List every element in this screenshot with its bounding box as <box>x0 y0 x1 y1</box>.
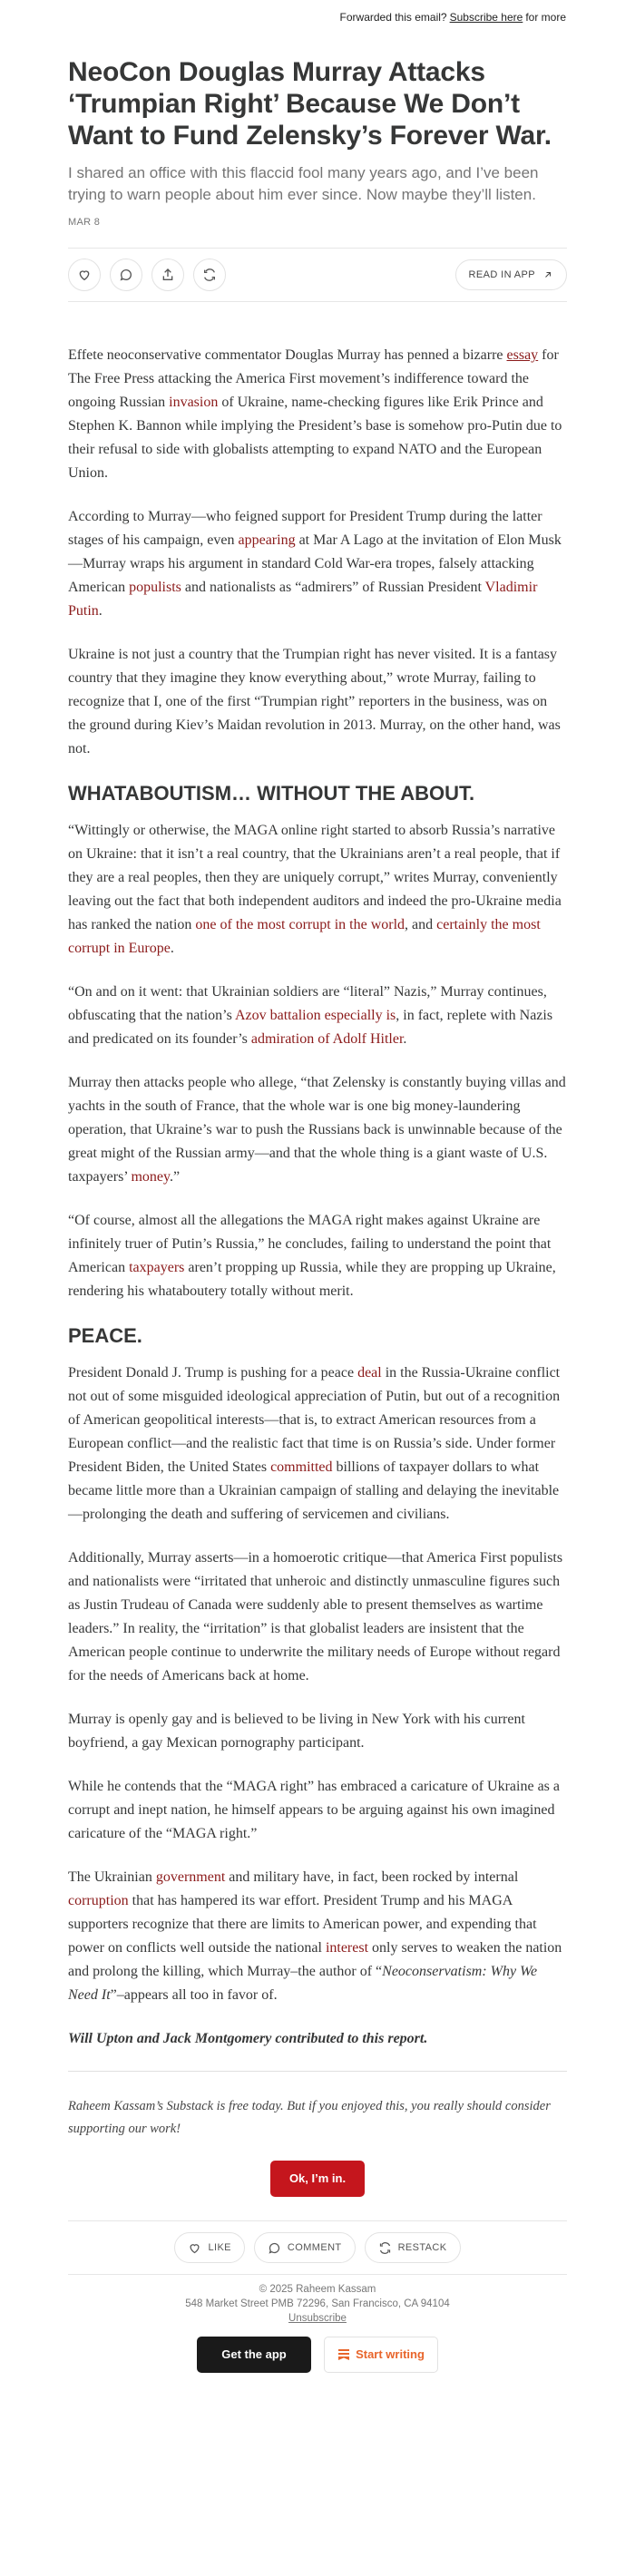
paragraph: Murray then attacks people who allege, “that Zelensky is constantly buying villas and yachts in the south of France, that the whole war is one big money-laundering operation, that Ukraine’s war to push the Russians back is unwinnable because of the great might of the Russian army—and that the whole thing is a giant waste of U.S. taxpayers’ money.” <box>68 1075 566 1185</box>
comment-icon <box>119 268 133 282</box>
azov-battalion-link[interactable]: Azov battalion especially is <box>234 1008 396 1023</box>
appearing-link[interactable]: appearing <box>238 532 296 548</box>
read-in-app-button[interactable] <box>455 259 567 290</box>
substack-logo-icon <box>337 2348 350 2361</box>
subscribe-link[interactable]: Subscribe here <box>449 11 523 24</box>
footer <box>68 2282 567 2373</box>
paragraph: Murray is openly gay and is believed to be living in New York with his current boyfriend, a gay Mexican pornography participant. <box>68 1712 525 1751</box>
like-button[interactable] <box>68 259 101 291</box>
social-action-bar <box>68 2220 567 2275</box>
post-container <box>68 56 567 2373</box>
cta-text: Raheem Kassam’s Substack is free today. But if you enjoyed this, you really should consider supporting our work! <box>68 2099 551 2136</box>
comment-button[interactable] <box>110 259 142 291</box>
subscribe-button[interactable]: Ok, I’m in. <box>270 2161 365 2197</box>
arrow-up-right-icon <box>542 269 553 280</box>
book-title: Neoconservatism: Why We Need It <box>68 1964 538 2003</box>
like-label: LIKE <box>208 2242 231 2253</box>
restack-label: RESTACK <box>397 2242 447 2253</box>
copyright: © 2025 Raheem Kassam <box>259 2284 376 2295</box>
paragraph: The Ukrainian government and military have, in fact, been rocked by internal corruption that has hampered its war effort. President Trump and his MAGA supporters recognize that there are limits to American power, and expending that power on conflicts well outside the national interest only serves to weaken the nation and prolong the killing, which Murray–the author of “Neoconservatism: Why We Need It”–appears all too in favor of. <box>68 1869 562 2003</box>
corruption-link[interactable]: corruption <box>68 1893 129 1908</box>
admiration-hitler-link[interactable]: admiration of Adolf Hitler <box>250 1031 404 1047</box>
unsubscribe-link[interactable]: Unsubscribe <box>288 2313 347 2324</box>
populists-link[interactable]: populists <box>129 580 181 595</box>
mailing-address: 548 Market Street PMB 72296, San Francisco, CA 94104 <box>185 2298 450 2309</box>
committed-link[interactable]: committed <box>270 1459 333 1475</box>
paragraph: “Wittingly or otherwise, the MAGA online right started to absorb Russia’s narrative on Ukraine: that it isn’t a real country, that the Ukrainians aren’t a real people, that if they are a real peoples, then they are uniquely corrupt,” writes Murray, conveniently leaving out the fact that both independent auditors and indeed the pro-Ukraine media has ranked the nation one of the most corrupt in the world, and certainly the most corrupt in Europe. <box>68 823 562 956</box>
read-in-app-label: READ IN APP <box>468 269 535 280</box>
government-link[interactable]: government <box>155 1869 226 1885</box>
post-action-bar <box>68 248 567 302</box>
post-title[interactable]: NeoCon Douglas Murray Attacks ‘Trumpian Right’ Because We Don’t Want to Fund Zelensky’s Forever War. <box>68 57 552 151</box>
restack-pill-button[interactable] <box>365 2232 461 2263</box>
like-pill-button[interactable] <box>174 2232 244 2263</box>
money-link[interactable]: money <box>131 1169 170 1185</box>
paragraph: President Donald J. Trump is pushing for a peace deal in the Russia-Ukraine conflict not out of some misguided ideological appreciation of Putin, but out of a recognition of American geopolitical interests—that is, to extract American resources from a European conflict—and the realistic fact that time is on Russia’s side. Under former President Biden, the United States committed billions of taxpayer dollars to what became little more than a Ukrainian campaign of stalling and delaying the inevitable—prolonging the death and suffering of servicemen and civilians. <box>68 1365 561 1522</box>
invasion-link[interactable]: invasion <box>169 395 219 410</box>
start-writing-button[interactable] <box>324 2337 438 2373</box>
comment-pill-button[interactable] <box>254 2232 356 2263</box>
report-credit: Will Upton and Jack Montgomery contributed to this report. <box>68 2031 428 2046</box>
comment-label: COMMENT <box>287 2242 342 2253</box>
most-corrupt-world-link[interactable]: one of the most corrupt in the world <box>195 917 405 932</box>
forward-banner-prefix: Forwarded this email? <box>339 11 447 24</box>
essay-link[interactable]: essay <box>506 347 539 363</box>
heart-icon <box>188 2241 201 2255</box>
like-icon <box>77 268 92 282</box>
post-body <box>68 344 567 2051</box>
paragraph: According to Murray—who feigned support for President Trump during the latter stages of his campaign, even appearing at Mar A Lago at the invitation of Elon Musk—Murray wraps his argument in standard Cold War-era tropes, falsely attacking American populists and nationalists as “admirers” of Russian President Vladimir Putin. <box>68 509 562 619</box>
restack-button[interactable] <box>193 259 226 291</box>
interest-link[interactable]: interest <box>325 1940 369 1956</box>
forward-banner-suffix: for more <box>525 11 566 24</box>
post-subtitle: I shared an office with this flaccid fool many years ago, and I’ve been trying to warn people about him ever since. Now maybe they’ll listen. <box>68 164 539 203</box>
paragraph: “Of course, almost all the allegations the MAGA right makes against Ukraine are infinitely truer of Putin’s Russia,” he concludes, failing to understand the point that American taxpayers aren’t propping up Russia, while they are propping up Ukraine, rendering his whataboutery totally without merit. <box>68 1213 556 1299</box>
restack-icon <box>202 268 217 282</box>
paragraph: While he contends that the “MAGA right” has embraced a caricature of Ukraine as a corrupt and inept nation, he himself appears to be arguing against his own imagined caricature of the “MAGA right.” <box>68 1779 560 1841</box>
share-icon <box>161 268 175 282</box>
paragraph: “On and on it went: that Ukrainian soldiers are “literal” Nazis,” Murray continues, obfuscating that the nation’s Azov battalion especially is, in fact, replete with Nazis and predicated on its founder’s admiration of Adolf Hitler. <box>68 984 553 1047</box>
start-writing-label: Start writing <box>356 2347 425 2361</box>
share-button[interactable] <box>151 259 184 291</box>
most-corrupt-europe-link[interactable]: certainly the most corrupt in Europe <box>68 917 541 956</box>
comment-icon <box>268 2241 281 2255</box>
paragraph: Ukraine is not just a country that the Trumpian right has never visited. It is a fantasy country that they imagine they know everything about,” wrote Murray, failing to recognize that I, one of the first “Trumpian right” reporters in the business, was on the ground during Kiev’s Maidan revolution in 2013. Murray, on the other hand, was not. <box>68 647 561 756</box>
subscribe-cta <box>68 2072 567 2197</box>
forward-banner <box>0 0 635 34</box>
paragraph: Effete neoconservative commentator Douglas Murray has penned a bizarre essay for The Free Press attacking the America First movement’s indifference toward the ongoing Russian invasion of Ukraine, name-checking figures like Erik Prince and Stephen K. Bannon while implying the President’s base is somehow pro-Putin due to their refusal to side with globalists attempting to expand NATO and the European Union. <box>68 347 562 481</box>
taxpayers-link[interactable]: taxpayers <box>129 1260 185 1275</box>
deal-link[interactable]: deal <box>357 1365 382 1381</box>
section-heading-whataboutism: WHATABOUTISM… WITHOUT THE ABOUT. <box>68 782 475 805</box>
section-heading-peace: PEACE. <box>68 1324 142 1347</box>
paragraph: Additionally, Murray asserts—in a homoerotic critique—that America First populists and nationalists were “irritated that unheroic and distinctly unmasculine figures such as Justin Trudeau of Canada were suddenly able to present themselves as wartime leaders.” In reality, the “irritation” is that globalist leaders are insistent that the American people continue to underwrite the military needs of Europe without regard for the needs of Americans back at home. <box>68 1550 563 1683</box>
get-the-app-button[interactable]: Get the app <box>197 2337 311 2373</box>
post-date: MAR 8 <box>68 217 101 228</box>
vladimir-putin-link[interactable]: Vladimir Putin <box>68 580 538 619</box>
restack-icon <box>378 2241 392 2255</box>
